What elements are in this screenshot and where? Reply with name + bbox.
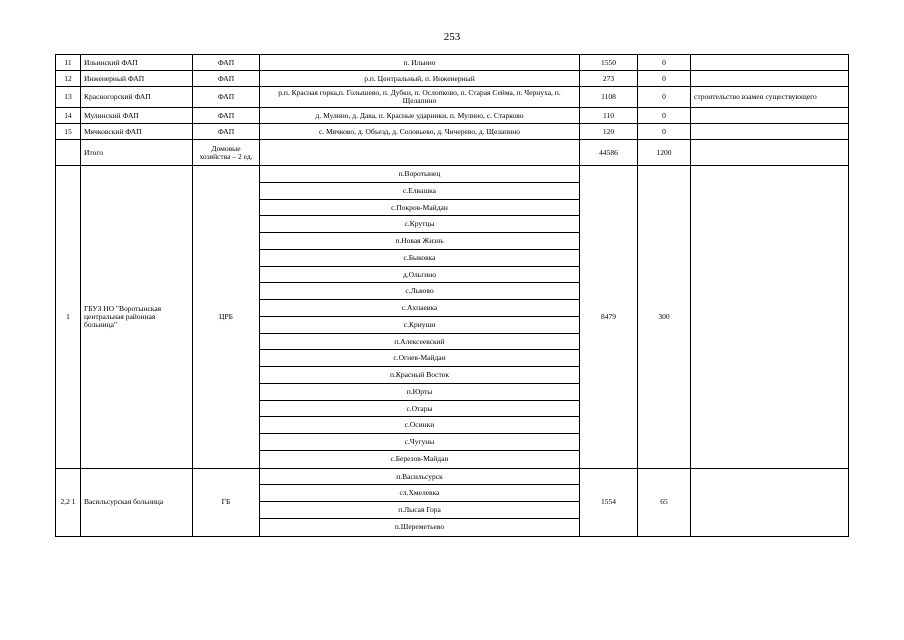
settlement-item: с.Огнев-Майдан xyxy=(260,350,579,367)
facility-type: ГБ xyxy=(193,468,260,536)
row-number: 1 xyxy=(56,166,81,469)
children: 300 xyxy=(638,166,691,469)
facility-name: Мулинский ФАП xyxy=(81,108,193,124)
settlement-item: д.Ольгино xyxy=(260,267,579,284)
settlement-item: с.Львово xyxy=(260,283,579,300)
children: 0 xyxy=(638,87,691,108)
group-row xyxy=(56,468,849,536)
population: 1554 xyxy=(580,468,638,536)
row-number: 2,2 1 xyxy=(56,468,81,536)
population: 1550 xyxy=(580,55,638,71)
page-number: 253 xyxy=(443,31,461,43)
note xyxy=(691,166,849,469)
table-row xyxy=(56,124,849,140)
facility-name: Красногорский ФАП xyxy=(81,87,193,108)
facility-type: ФАП xyxy=(193,124,260,140)
row-number: 12 xyxy=(56,71,81,87)
population: 1108 xyxy=(580,87,638,108)
facility-name: Ильинский ФАП xyxy=(81,55,193,71)
settlement-item: с.Елвашка xyxy=(260,183,579,200)
settlement-item: сл.Хмелевка xyxy=(260,485,579,502)
settlement-item: с.Крутцы xyxy=(260,216,579,233)
facility-name: Итого xyxy=(81,140,193,166)
population: 120 xyxy=(580,124,638,140)
settlements: с. Мячково, д. Объезд, д. Соловьево, д. Чичерево, д. Щелапино xyxy=(260,124,580,140)
facility-name: ГБУЗ НО "Воротынская центральная районная больница" xyxy=(81,166,193,469)
children: 0 xyxy=(638,124,691,140)
settlement-item: с.Чугуны xyxy=(260,434,579,451)
settlement-item: п.Алексеевский xyxy=(260,334,579,351)
note xyxy=(691,108,849,124)
settlement-list xyxy=(260,469,579,536)
group-row xyxy=(56,166,849,469)
settlement-item: с.Быковка xyxy=(260,250,579,267)
table-row xyxy=(56,87,849,108)
children: 0 xyxy=(638,71,691,87)
settlements xyxy=(260,166,580,469)
settlement-item: с.Криуши xyxy=(260,317,579,334)
settlement-item: п.Лысая Гора xyxy=(260,502,579,519)
facility-type: ФАП xyxy=(193,108,260,124)
row-number: 15 xyxy=(56,124,81,140)
table-row xyxy=(56,71,849,87)
settlements xyxy=(260,468,580,536)
settlement-item: п.Юрты xyxy=(260,384,579,401)
note xyxy=(691,140,849,166)
note: строительство взамен существующего xyxy=(691,87,849,108)
settlements: р.п. Красная горка,п. Голышево, п. Дубки, п. Ослопково, п. Старая Сейма, п. Чернуха, п. Щелапино xyxy=(260,87,580,108)
table-row xyxy=(56,55,849,71)
facility-type: ЦРБ xyxy=(193,166,260,469)
settlement-item: с.Ахпаевка xyxy=(260,300,579,317)
row-number xyxy=(56,140,81,166)
facilities-table xyxy=(55,54,849,537)
row-number: 13 xyxy=(56,87,81,108)
note xyxy=(691,71,849,87)
facility-type: ФАП xyxy=(193,87,260,108)
note xyxy=(691,124,849,140)
settlements: п. Ильино xyxy=(260,55,580,71)
settlement-item: с.Покров-Майдан xyxy=(260,200,579,217)
facility-type: ФАП xyxy=(193,55,260,71)
settlement-item: п.Васильсурск xyxy=(260,469,579,486)
settlement-item: п.Красный Восток xyxy=(260,367,579,384)
population: 8479 xyxy=(580,166,638,469)
note xyxy=(691,55,849,71)
row-number: 14 xyxy=(56,108,81,124)
table-body xyxy=(56,55,849,537)
note xyxy=(691,468,849,536)
settlement-item: с.Осинки xyxy=(260,417,579,434)
children: 1200 xyxy=(638,140,691,166)
settlement-item: с.Отары xyxy=(260,401,579,418)
population: 110 xyxy=(580,108,638,124)
facility-name: Васильсурская больница xyxy=(81,468,193,536)
population: 273 xyxy=(580,71,638,87)
children: 0 xyxy=(638,55,691,71)
settlements: д. Мулино, д. Дава, п. Красные ударники, п. Мулино, с. Старково xyxy=(260,108,580,124)
settlements: р.п. Центральный, п. Инженерный xyxy=(260,71,580,87)
total-row xyxy=(56,140,849,166)
row-number: 11 xyxy=(56,55,81,71)
facility-type: ФАП xyxy=(193,71,260,87)
facility-type: Домовые хозяйства – 2 ед. xyxy=(193,140,260,166)
settlement-item: п.Воротынец xyxy=(260,166,579,183)
settlement-item: п.Шереметьево xyxy=(394,521,445,531)
settlement-item: с.Березов-Майдан xyxy=(390,453,449,463)
table-row xyxy=(56,108,849,124)
children: 65 xyxy=(638,468,691,536)
settlements xyxy=(260,140,580,166)
facility-name: Инженерный ФАП xyxy=(81,71,193,87)
population: 44586 xyxy=(580,140,638,166)
settlement-list xyxy=(260,166,579,468)
settlement-item: п.Новая Жизнь xyxy=(260,233,579,250)
children: 0 xyxy=(638,108,691,124)
facility-name: Мячковский ФАП xyxy=(81,124,193,140)
